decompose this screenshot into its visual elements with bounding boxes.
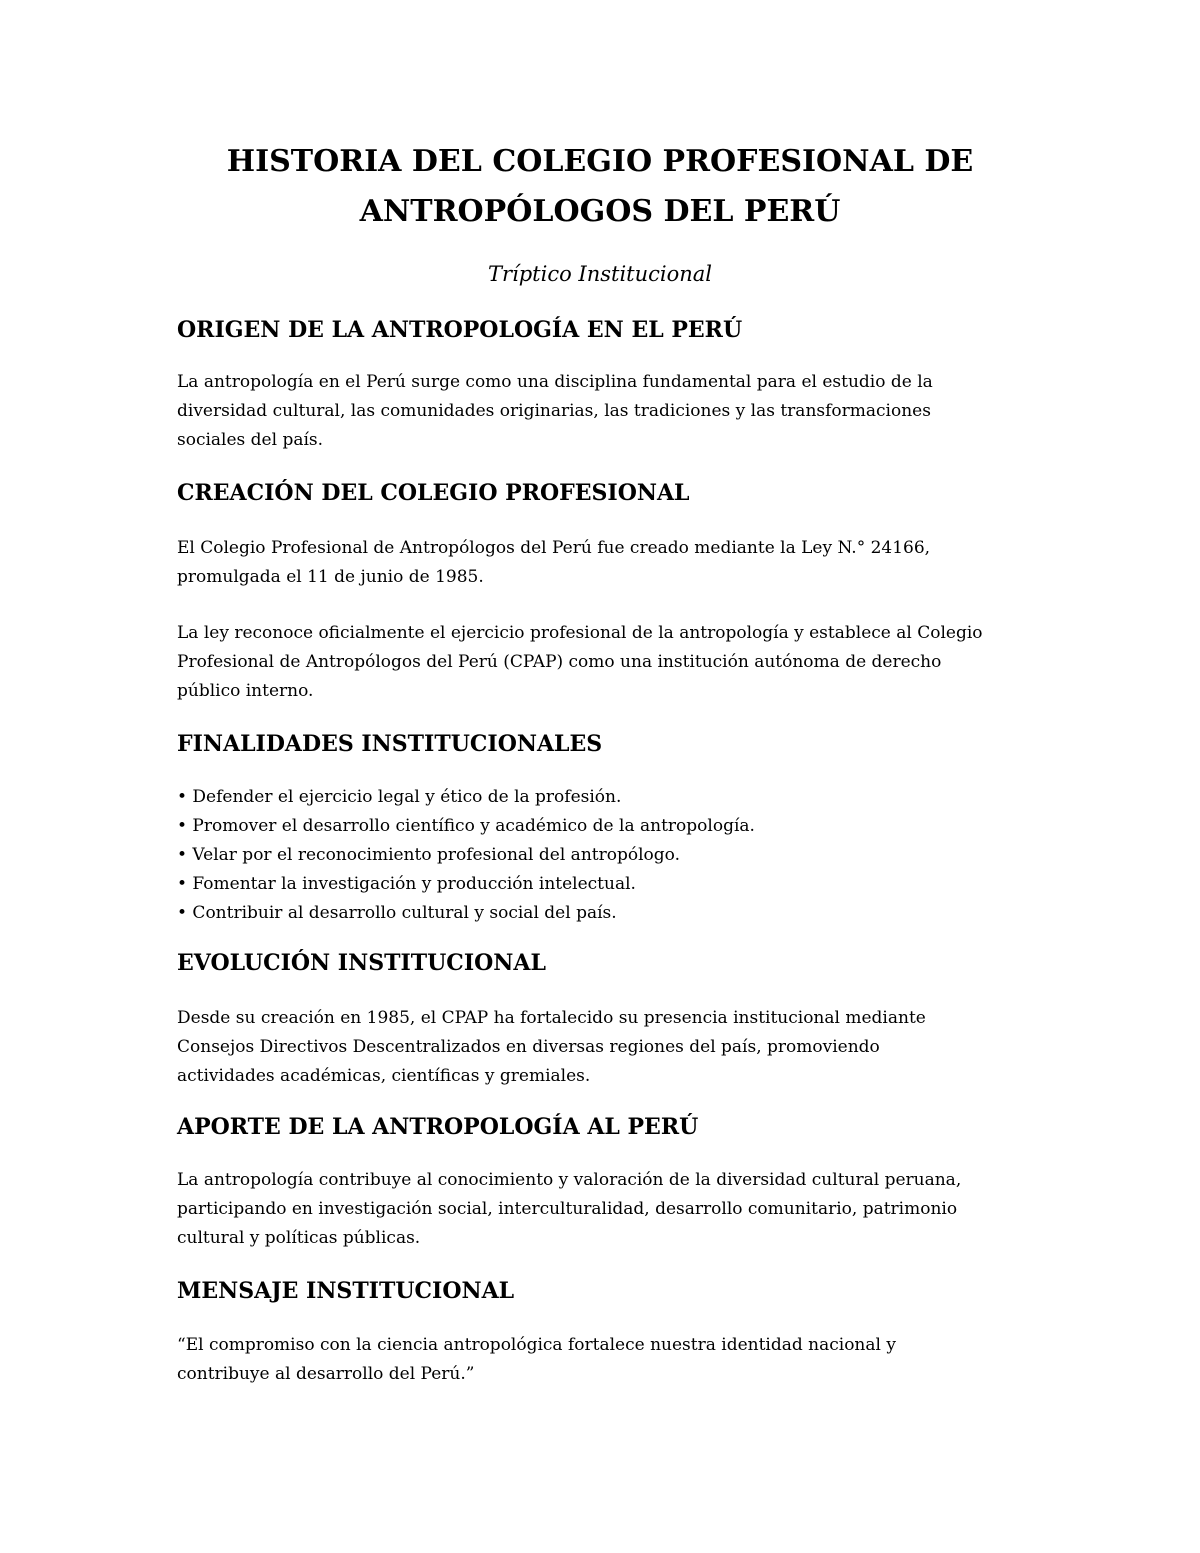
section-paragraph-creacion-1	[177, 534, 1037, 592]
section-heading-creacion: CREACIÓN DEL COLEGIO PROFESIONAL	[177, 480, 690, 506]
section-heading-evolucion: EVOLUCIÓN INSTITUCIONAL	[177, 950, 546, 976]
section-paragraph-origen	[177, 368, 1037, 455]
paragraph-line: La ley reconoce oficialmente el ejercicio profesional de la antropología y establece al Colegio	[177, 623, 983, 643]
paragraph-line: Desde su creación en 1985, el CPAP ha fortalecido su presencia institucional mediante	[177, 1008, 926, 1028]
list-item: • Promover el desarrollo científico y académico de la antropología.	[177, 816, 755, 836]
quote-line: “El compromiso con la ciencia antropológica fortalece nuestra identidad nacional y	[177, 1335, 896, 1355]
paragraph-line: La antropología contribuye al conocimiento y valoración de la diversidad cultural peruana,	[177, 1170, 962, 1190]
section-quote-mensaje	[177, 1331, 1037, 1389]
paragraph-line: Profesional de Antropólogos del Perú (CPAP) como una institución autónoma de derecho	[177, 652, 942, 672]
paragraph-line: participando en investigación social, interculturalidad, desarrollo comunitario, patrimonio	[177, 1199, 958, 1219]
section-list-finalidades	[177, 783, 1037, 928]
paragraph-line: La antropología en el Perú surge como una disciplina fundamental para el estudio de la	[177, 372, 933, 392]
paragraph-line: El Colegio Profesional de Antropólogos del Perú fue creado mediante la Ley N.° 24166,	[177, 538, 931, 558]
section-paragraph-aporte	[177, 1166, 1037, 1253]
document-subtitle: Tríptico Institucional	[487, 262, 713, 286]
section-paragraph-creacion-2	[177, 619, 1037, 706]
paragraph-line: sociales del país.	[177, 430, 324, 450]
paragraph-line: promulgada el 11 de junio de 1985.	[177, 567, 484, 587]
section-heading-mensaje: MENSAJE INSTITUCIONAL	[177, 1278, 515, 1304]
section-heading-origen: ORIGEN DE LA ANTROPOLOGÍA EN EL PERÚ	[177, 317, 743, 343]
section-heading-aporte: APORTE DE LA ANTROPOLOGÍA AL PERÚ	[177, 1114, 699, 1140]
paragraph-line: público interno.	[177, 681, 314, 701]
section-heading-finalidades: FINALIDADES INSTITUCIONALES	[177, 731, 603, 757]
document-title-line-2: ANTROPÓLOGOS DEL PERÚ	[359, 194, 841, 229]
paragraph-line: actividades académicas, científicas y gremiales.	[177, 1066, 591, 1086]
paragraph-line: Consejos Directivos Descentralizados en diversas regiones del país, promoviendo	[177, 1037, 880, 1057]
document-title-line-1: HISTORIA DEL COLEGIO PROFESIONAL DE	[226, 144, 974, 179]
paragraph-line: cultural y políticas públicas.	[177, 1228, 421, 1248]
list-item: • Fomentar la investigación y producción intelectual.	[177, 874, 636, 894]
quote-line: contribuye al desarrollo del Perú.”	[177, 1364, 475, 1384]
section-paragraph-evolucion	[177, 1004, 1037, 1091]
paragraph-line: diversidad cultural, las comunidades originarias, las tradiciones y las transformaciones	[177, 401, 931, 421]
list-item: • Velar por el reconocimiento profesional del antropólogo.	[177, 845, 680, 865]
list-item: • Defender el ejercicio legal y ético de la profesión.	[177, 787, 622, 807]
list-item: • Contribuir al desarrollo cultural y social del país.	[177, 903, 617, 923]
